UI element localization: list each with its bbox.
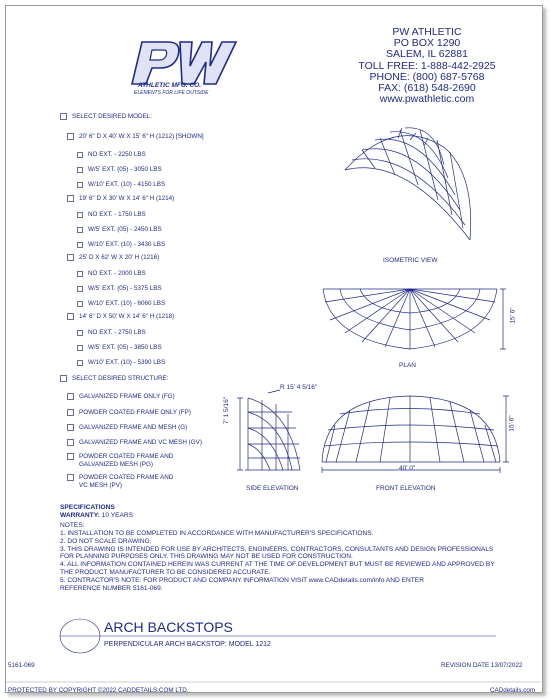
weight-option[interactable]: W/10' EXT. (10) - 3430 LBS	[77, 241, 165, 248]
address-line: SALEM, IL 62881	[386, 48, 468, 61]
copyright-notice: PROTECTED BY COPYRIGHT ©2022 CADDETAILS.COM LTD.	[8, 687, 189, 694]
weight-option[interactable]: W/10' EXT. (10) - 6060 LBS	[77, 300, 165, 307]
side-elevation-label: SIDE ELEVATION	[246, 485, 299, 492]
model-select-heading[interactable]: SELECT DESIRED MODEL:	[60, 113, 152, 120]
isometric-view-drawing	[345, 128, 471, 240]
address-line: PHONE: (800) 687-5768	[369, 70, 485, 83]
note-line: 5. CONTRACTOR'S NOTE: FOR PRODUCT AND COMPANY INFORMATION VISIT www.CADdetails.com/info AND ENTER	[60, 577, 424, 585]
front-width-dimension: 40' 0"	[399, 465, 416, 472]
weight-option[interactable]: W/10' EXT. (10) - 5390 LBS	[77, 359, 165, 366]
revision-date: REVISION DATE 13/07/2022	[441, 662, 523, 669]
note-line: 3. THIS DRAWING IS INTENDED FOR USE BY ARCHITECTS, ENGINEERS, CONTRACTORS, CONSULTANTS AND DESIGN PROFESSIONALS	[60, 545, 494, 553]
side-elevation-drawing	[237, 390, 300, 470]
model-option-1216[interactable]: 25' D X 62' W X 20' H (1216)	[67, 254, 159, 261]
warranty-line: WARRANTY: 10 YEARS	[60, 511, 134, 519]
address-line: PW ATHLETIC	[392, 26, 462, 38]
plan-view-drawing	[323, 289, 506, 349]
specifications-title: SPECIFICATIONS	[60, 504, 115, 511]
note-line: THE PRODUCT MANUFACTURER TO BE CONSIDERED ACCURATE.	[60, 569, 271, 577]
weight-option[interactable]: W/5' EXT. (05) - 5375 LBS	[77, 285, 162, 292]
caddetails-link[interactable]: CADdetails.com	[490, 687, 536, 694]
structure-option[interactable]: POWDER COATED FRAME AND	[67, 453, 173, 460]
weight-option[interactable]: W/5' EXT. (05) - 2450 LBS	[77, 226, 162, 233]
note-line: 2. DO NOT SCALE DRAWING.	[60, 537, 152, 545]
side-radius-label: R 15' 4 5/16"	[280, 384, 318, 391]
note-line: 4. ALL INFORMATION CONTAINED HEREIN WAS CURRENT AT THE TIME OF DEVELOPMENT BUT MUST BE REVIEWED AND APPROVED BY	[60, 561, 495, 569]
address-line: www.pwathletic.com	[379, 93, 475, 106]
note-line: 1. INSTALLATION TO BE COMPLETED IN ACCORDANCE WITH MANUFACTURER'S SPECIFICATIONS.	[60, 529, 374, 537]
logo-tagline-text: ELEMENTS FOR LIFE OUTSIDE	[134, 90, 209, 96]
weight-option[interactable]: W/10' EXT. (10) - 4150 LBS	[77, 181, 165, 188]
structure-option[interactable]: POWDER COATED FRAME ONLY (FP)	[67, 409, 191, 416]
weight-option[interactable]: NO EXT. - 2750 LBS	[77, 329, 146, 336]
logo-company-text: ATHLETIC MFG. CO.	[138, 82, 202, 89]
weight-option[interactable]: NO EXT. - 2250 LBS	[77, 151, 146, 158]
drawing-subtitle: PERPENDICULAR ARCH BACKSTOP: MODEL 1212	[104, 641, 271, 648]
structure-option[interactable]: GALVANIZED FRAME AND VC MESH (GV)	[67, 439, 202, 446]
note-line: FOR PLANNING PURPOSES ONLY. THIS DRAWING MAY NOT BE USED FOR CONSTRUCTION.	[60, 553, 353, 561]
address-line: PO BOX 1290	[393, 37, 461, 50]
structure-select-heading[interactable]: SELECT DESIRED STRUCTURE:	[60, 375, 168, 382]
side-dimension: 7' 1 5/16"	[223, 396, 231, 425]
front-elevation-label: FRONT ELEVATION	[376, 485, 436, 492]
plan-label: PLAN	[399, 362, 416, 369]
weight-option[interactable]: W/5' EXT. (05) - 3050 LBS	[77, 166, 162, 173]
weight-option[interactable]: NO EXT. - 1750 LBS	[77, 211, 146, 218]
notes-title: NOTES:	[60, 521, 85, 529]
notes-section	[60, 504, 530, 593]
structure-option-cont: VC MESH (PV)	[79, 482, 123, 489]
model-option-1212[interactable]: 20' 6" D X 40' W X 15' 6" H (1212) [SHOWN]	[67, 133, 204, 140]
structure-option[interactable]: GALVANIZED FRAME AND MESH (G)	[67, 424, 187, 431]
structure-option[interactable]: POWDER COATED FRAME AND	[67, 474, 173, 481]
structure-option[interactable]: GALVANIZED FRAME ONLY (FG)	[67, 393, 175, 400]
drawing-title: ARCH BACKSTOPS	[104, 619, 233, 635]
address-line: TOLL FREE: 1-888-442-2925	[358, 59, 496, 72]
reference-number: 5161-069	[8, 662, 35, 669]
model-option-1214[interactable]: 19' 6" D X 30' W X 14' 6" H (1214)	[67, 195, 174, 202]
isometric-view-label: ISOMETRIC VIEW	[383, 257, 438, 264]
structure-option-cont: GALVANIZED MESH (PG)	[79, 461, 153, 468]
weight-option[interactable]: NO EXT. - 2000 LBS	[77, 270, 146, 277]
front-elevation-drawing	[322, 396, 509, 473]
weight-option[interactable]: W/5' EXT. (05) - 3850 LBS	[77, 344, 162, 351]
front-height-dimension: 15' 6"	[508, 415, 516, 432]
plan-dimension: 15' 6"	[509, 307, 517, 324]
address-line: FAX: (618) 548-2690	[378, 82, 476, 95]
note-line: REFERENCE NUMBER 5161-069.	[60, 585, 163, 593]
model-option-1218[interactable]: 14' 6" D X 50' W X 14' 6" H (1218)	[67, 313, 174, 320]
